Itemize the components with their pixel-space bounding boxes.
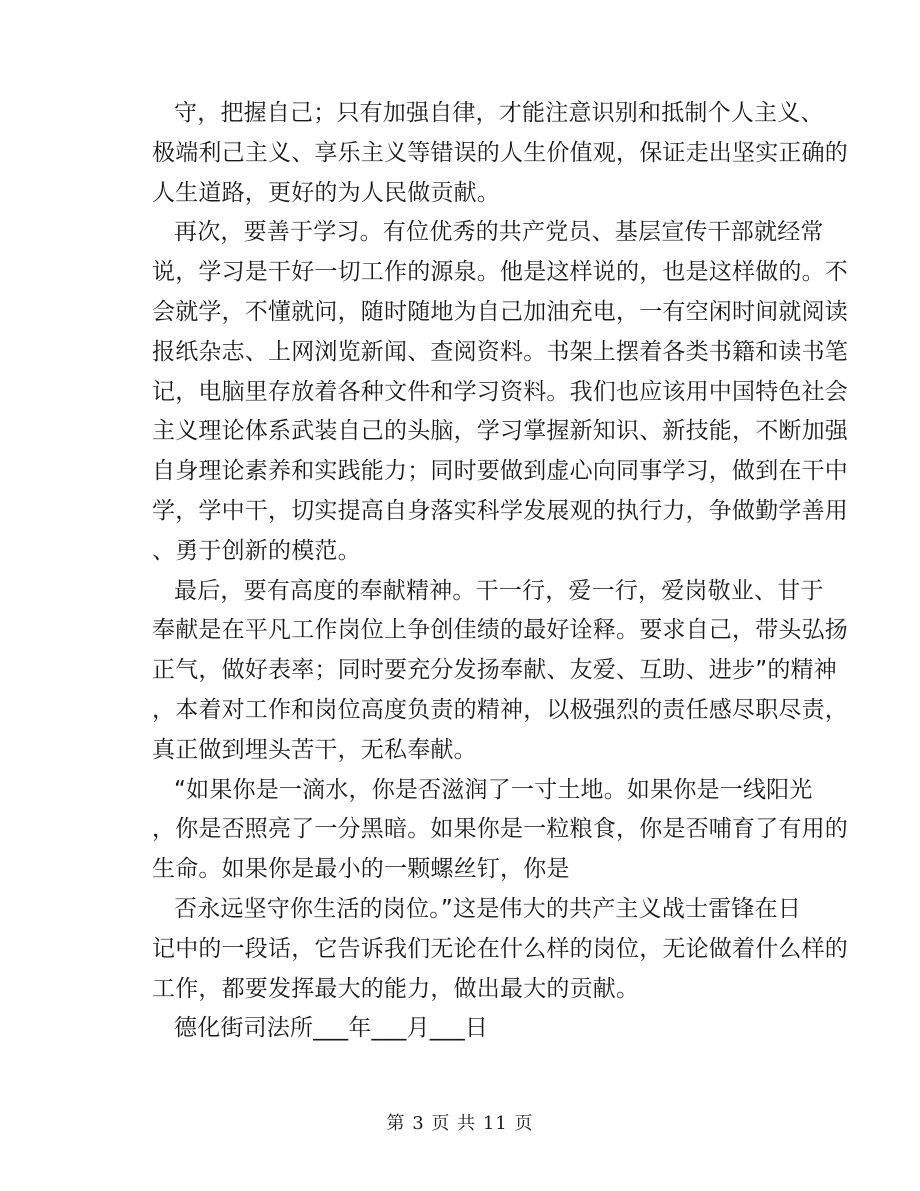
text-line: 生命。如果你是最小的一颗螺丝钉，你是 (152, 856, 570, 883)
text-line: ，本着对工作和岗位高度负责的精神，以极强烈的责任感尽职尽责， (152, 696, 848, 723)
document-body (152, 94, 848, 1049)
paragraph-start-line: 最后，要有高度的奉献精神。干一行，爱一行，爱岗敬业、甘于 (174, 577, 824, 604)
text-line: 学，学中干，切实提高自身落实科学发展观的执行力，争做勤学善用 (152, 497, 848, 524)
signature-line: 德化街司法所___年___月___日 (174, 1015, 489, 1042)
text-line: 守，把握自己；只有加强自律，才能注意识别和抵制个人主义、 (174, 100, 824, 126)
text-line: 记中的一段话，它告诉我们无论在什么样的岗位，无论做着什么样的 (152, 935, 848, 962)
page-number-footer: 第 3 页 共 11 页 (386, 1113, 534, 1134)
text-line: ，你是否照亮了一分黑暗。如果你是一粒粮食，你是否哺育了有用的 (152, 816, 848, 843)
text-line: 正气，做好表率；同时要充分发扬奉献、友爱、互助、进步”的精神 (152, 657, 837, 684)
text-line: 主义理论体系武装自己的头脑，学习掌握新知识、新技能，不断加强 (152, 418, 848, 445)
text-line: 记，电脑里存放着各种文件和学习资料。我们也应该用中国特色社会 (152, 378, 848, 405)
text-line: 极端利己主义、享乐主义等错误的人生价值观，保证走出坚实正确的 (152, 139, 848, 166)
text-line: 自身理论素养和实践能力；同时要做到虚心向同事学习，做到在干中 (152, 458, 848, 485)
text-line: 真正做到埋头苦干，无私奉献。 (152, 736, 477, 763)
paragraph-start-line: 再次，要善于学习。有位优秀的共产党员、基层宣传干部就经常 (174, 219, 824, 246)
text-line: 说，学习是干好一切工作的源泉。他是这样说的，也是这样做的。不 (152, 259, 848, 286)
text-line: 奉献是在平凡工作岗位上争创佳绩的最好诠释。要求自己，带头弘扬 (152, 617, 848, 644)
paragraph-start-line: 否永远坚守你生活的岗位。”这是伟大的共产主义战士雷锋在日 (174, 895, 802, 922)
quote-start-line: “如果你是一滴水，你是否滋润了一寸土地。如果你是一线阳光 (174, 776, 813, 803)
text-line: 工作，都要发挥最大的能力，做出最大的贡献。 (152, 975, 640, 1002)
text-line: 会就学，不懂就问，随时随地为自己加油充电，一有空闲时间就阅读 (152, 298, 848, 325)
text-line: 报纸杂志、上网浏览新闻、查阅资料。书架上摆着各类书籍和读书笔 (152, 338, 848, 365)
text-line: 人生道路，更好的为人民做贡献。 (152, 179, 500, 206)
text-line: 、勇于创新的模范。 (152, 537, 361, 564)
